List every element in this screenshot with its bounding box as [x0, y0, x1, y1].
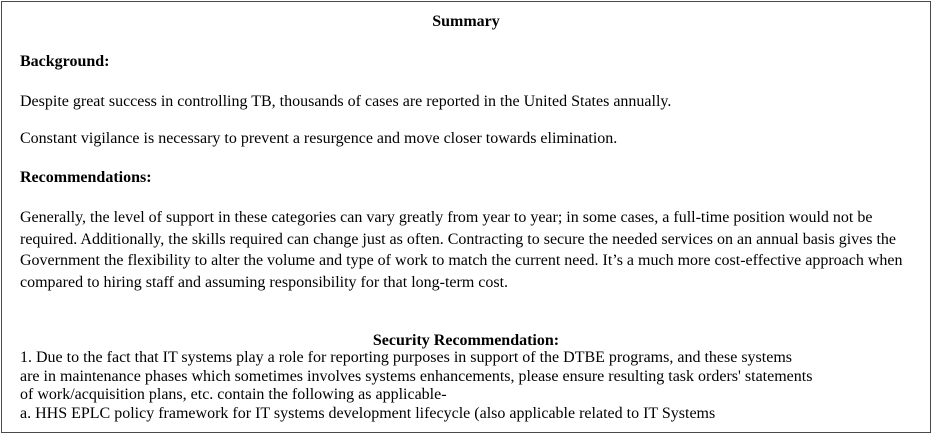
security-line-2: are in maintenance phases which sometimes involves systems enhancements, please ensure resulting task orders' statements [20, 367, 813, 385]
recommendations-heading: Recommendations: [20, 169, 152, 186]
summary-document [1, 1, 931, 433]
security-recommendation-heading: Security Recommendation: [372, 332, 560, 349]
security-line-1: 1. Due to the fact that IT systems play a role for reporting purposes in support of the DTBE programs, and these systems [20, 349, 792, 366]
background-heading: Background: [20, 53, 110, 70]
security-recommendation-body [20, 349, 920, 423]
security-line-3: of work/acquisition plans, etc. contain the following as applicable- [20, 386, 447, 403]
background-paragraph-1: Despite great success in controlling TB, thousands of cases are reported in the United States annually. [20, 93, 672, 110]
recommendations-paragraph: Generally, the level of support in these categories can vary greatly from year to year; in some cases, a full-time position would not be required. Additionally, the skills required can change just as often. Contracting to secure the needed services on an annual basis gives the Government the flexibility to alter the volume and type of work to match the current need. It’s a much more cost-effective approach when compared to hiring staff and assuming responsibility for that long-term cost. [20, 209, 903, 291]
security-line-4: a. HHS EPLC policy framework for IT systems development lifecycle (also applicable related to IT Systems [20, 404, 716, 422]
document-title: Summary [432, 13, 500, 30]
background-paragraph-2: Constant vigilance is necessary to prevent a resurgence and move closer towards elimination. [20, 130, 618, 147]
